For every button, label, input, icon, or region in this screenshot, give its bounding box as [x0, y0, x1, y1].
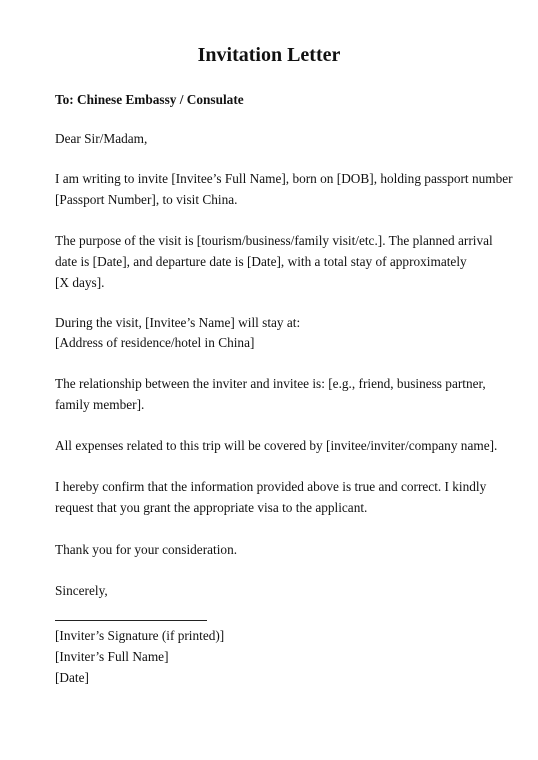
paragraph-2-line-2: date is [Date], and departure date is [Date], with a total stay of approximately — [55, 254, 467, 269]
date-placeholder: [Date] — [55, 670, 89, 685]
letter-title: Invitation Letter — [197, 44, 341, 66]
signature-line — [55, 620, 207, 621]
paragraph-1-line-2: [Passport Number], to visit China. — [55, 192, 238, 207]
paragraph-2-line-1: The purpose of the visit is [tourism/business/family visit/etc.]. The planned arrival — [55, 233, 493, 248]
paragraph-4-line-1: The relationship between the inviter and invitee is: [e.g., friend, business partner, — [55, 376, 486, 391]
inviter-name-placeholder: [Inviter’s Full Name] — [55, 649, 169, 664]
thanks-line: Thank you for your consideration. — [55, 542, 238, 557]
paragraph-5-line-1: All expenses related to this trip will be covered by [invitee/inviter/company name]. — [55, 438, 498, 453]
paragraph-3-line-1: During the visit, [Invitee’s Name] will stay at: — [55, 315, 301, 330]
paragraph-6-line-2: request that you grant the appropriate visa to the applicant. — [55, 500, 368, 515]
paragraph-6-line-1: I hereby confirm that the information provided above is true and correct. I kindly — [55, 479, 487, 494]
paragraph-4-line-2: family member]. — [55, 397, 145, 412]
signature-placeholder: [Inviter’s Signature (if printed)] — [55, 628, 225, 643]
closing-line: Sincerely, — [55, 583, 108, 598]
paragraph-3-line-2: [Address of residence/hotel in China] — [55, 335, 255, 350]
greeting: Dear Sir/Madam, — [55, 131, 148, 146]
recipient-line: To: Chinese Embassy / Consulate — [55, 92, 244, 107]
paragraph-1-line-1: I am writing to invite [Invitee’s Full Name], born on [DOB], holding passport number — [55, 171, 513, 186]
paragraph-2-line-3: [X days]. — [55, 275, 105, 290]
